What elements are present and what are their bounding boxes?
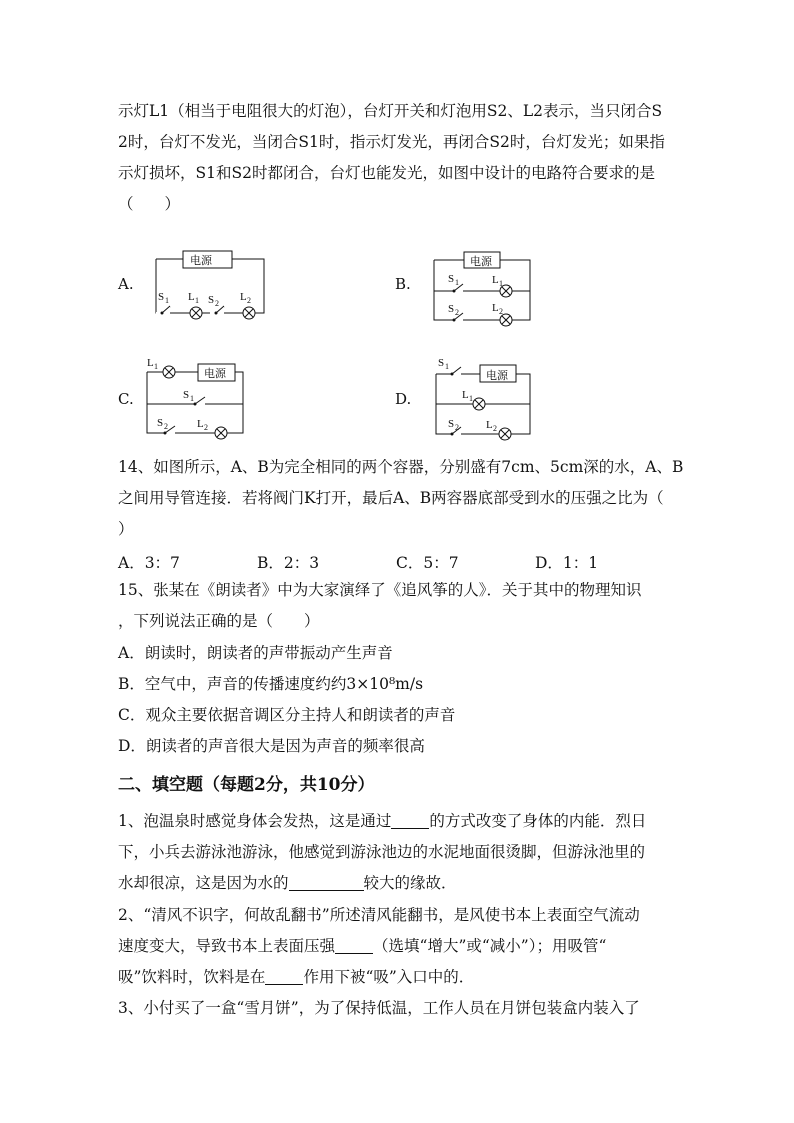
fill-q2-text-d: 吸”饮料时，饮料是在 — [118, 968, 266, 986]
fill-q1-text-a: 1、泡温泉时感觉身体会发热，这是通过 — [118, 812, 392, 830]
fill-q1-text-e: 较大的缘故． — [363, 874, 457, 892]
q14-line-2: 之间用导管连接．若将阀门K打开，最后A、B两容器底部受到水的压强之比为（ — [118, 489, 664, 507]
fill-q2-text-b: 速度变大，导致书本上表面压强 — [118, 937, 336, 955]
q15-option-d[interactable]: D．朗读者的声音很大是因为声音的频率很高 — [118, 737, 425, 755]
circuit-d-diagram — [432, 354, 537, 439]
q13-line-1: 示灯L1（相当于电阻很大的灯泡），台灯开关和灯泡用S2、L2表示，当只闭合S — [118, 102, 663, 120]
fill-q2-line-2 — [118, 936, 606, 956]
fill-q2-blank-2[interactable] — [265, 968, 303, 985]
option-a-label: A. — [118, 275, 134, 293]
power-source-label: 电源 — [486, 369, 508, 382]
fill-q1-blank-2[interactable] — [289, 874, 364, 891]
fill-q2-blank-1[interactable] — [335, 937, 373, 954]
l2-label: L — [197, 418, 204, 430]
q15-line-2: ，下列说法正确的是（ ） — [118, 612, 320, 630]
l1-label: L — [147, 357, 154, 369]
l1-label: L — [462, 389, 469, 401]
q15-option-c[interactable]: C．观众主要依据音调区分主持人和朗读者的声音 — [118, 706, 456, 724]
fill-q2-text-e: 作用下被“吸”入口中的． — [303, 968, 475, 986]
option-d-label: D. — [395, 390, 412, 408]
option-b-label: B. — [395, 275, 411, 293]
s2-subscript: 2 — [215, 299, 219, 308]
q14-line-3: ） — [118, 520, 134, 538]
fill-q1-blank-1[interactable] — [391, 812, 429, 829]
l1-subscript: 1 — [154, 362, 158, 371]
s2-label: S — [448, 303, 455, 315]
q14-choice-b[interactable]: B．2：3 — [257, 554, 320, 572]
power-source-label: 电源 — [470, 255, 492, 268]
s1-label: S — [158, 291, 165, 303]
l2-subscript: 2 — [204, 423, 208, 432]
q14-line-1: 14、如图所示，A、B为完全相同的两个容器，分别盛有7cm、5cm深的水，A、B — [118, 458, 684, 476]
l2-label: L — [492, 302, 499, 314]
l2-label: L — [240, 291, 247, 303]
s2-subscript: 2 — [455, 423, 459, 432]
q14-choice-d[interactable]: D．1：1 — [535, 554, 599, 572]
s1-label: S — [438, 357, 445, 369]
s2-label: S — [448, 418, 455, 430]
l2-label: L — [486, 419, 493, 431]
l2-subscript: 2 — [493, 424, 497, 433]
q13-line-4: （ ） — [118, 195, 181, 213]
circuit-b-diagram — [430, 248, 535, 328]
fill-q2-text-c: （选填“增大”或“减小”）；用吸管“ — [373, 937, 607, 955]
fill-q2-line-1: 2、“清风不识字，何故乱翻书”所述清风能翻书，是风使书本上表面空气流动 — [118, 906, 640, 924]
s1-subscript: 1 — [455, 278, 459, 287]
circuit-c-diagram — [143, 356, 248, 441]
s1-label: S — [183, 389, 190, 401]
circuit-a-diagram — [150, 245, 270, 325]
fill-q1-text-b: 的方式改变了身体的内能．烈日 — [429, 812, 647, 830]
q15-line-1: 15、张某在《朗读者》中为大家演绎了《追风筝的人》．关于其中的物理知识 — [118, 581, 642, 599]
l1-label: L — [188, 291, 195, 303]
q14-choice-a[interactable]: A．3：7 — [118, 554, 180, 572]
s1-subscript: 1 — [165, 296, 169, 305]
fill-q2-line-3 — [118, 967, 474, 987]
l1-subscript: 1 — [469, 394, 473, 403]
q15-option-a[interactable]: A．朗读时，朗读者的声带振动产生声音 — [118, 644, 393, 662]
fill-q1-text-d: 水却很凉，这是因为水的 — [118, 874, 289, 892]
fill-q3-line-1: 3、小付买了一盒“雪月饼”，为了保持低温，工作人员在月饼包装盒内装入了 — [118, 999, 640, 1017]
fill-q1-line-2: 下，小兵去游泳池游泳，他感觉到游泳池边的水泥地面很烫脚，但游泳池里的 — [118, 843, 646, 861]
s2-label: S — [208, 294, 215, 306]
option-c-label: C. — [118, 390, 134, 408]
q15-option-b[interactable]: B．空气中，声音的传播速度约约3×10⁸m/s — [118, 675, 424, 693]
q13-line-2: 2时，台灯不发光，当闭合S1时，指示灯发光，再闭合S2时，台灯发光；如果指 — [118, 133, 665, 151]
power-source-label: 电源 — [190, 254, 212, 267]
l1-label: L — [492, 274, 499, 286]
fill-q1-line-3 — [118, 873, 457, 893]
s2-subscript: 2 — [455, 308, 459, 317]
section-heading: 二、填空题（每题2分，共10分） — [118, 775, 375, 795]
l2-subscript: 2 — [247, 296, 251, 305]
l1-subscript: 1 — [499, 279, 503, 288]
l2-subscript: 2 — [499, 307, 503, 316]
s1-label: S — [448, 273, 455, 285]
q13-line-3: 示灯损坏，S1和S2时都闭合，台灯也能发光，如图中设计的电路符合要求的是 — [118, 164, 655, 182]
s2-subscript: 2 — [164, 422, 168, 431]
s1-subscript: 1 — [445, 362, 449, 371]
fill-q1-line-1 — [118, 811, 646, 831]
s1-subscript: 1 — [190, 394, 194, 403]
q14-choice-c[interactable]: C．5：7 — [396, 554, 459, 572]
power-source-label: 电源 — [204, 367, 226, 380]
l1-subscript: 1 — [195, 296, 199, 305]
s2-label: S — [157, 417, 164, 429]
